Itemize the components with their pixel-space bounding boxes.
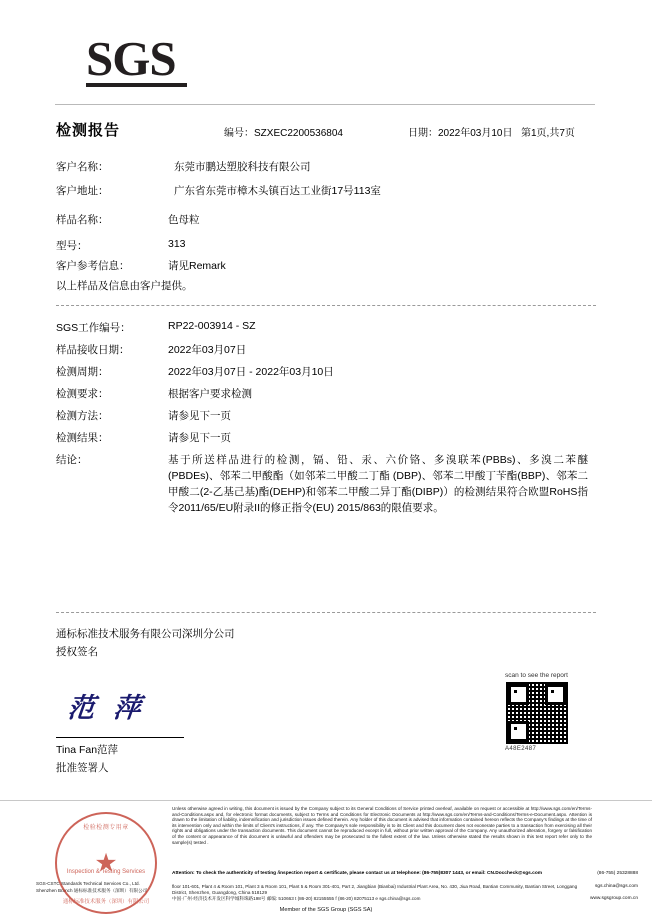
qr-code-text: A48E2487 [505, 746, 537, 752]
field-job-number-value: RP22-003914 - SZ [168, 320, 256, 332]
field-sample-name [56, 212, 596, 227]
stamp-top-text: 检验检测专用章 [83, 825, 129, 831]
qr-code-image[interactable] [505, 681, 569, 745]
field-sample-name-value: 色母粒 [168, 214, 200, 226]
conclusion-label: 结论： [56, 454, 88, 466]
field-receive-date-label: 样品接收日期： [56, 344, 130, 356]
footer-company-name-en: SGS-CSTC Standards Technical Services Co., Ltd. [36, 881, 140, 886]
qr-eye-top-right [545, 684, 566, 705]
field-customer-name [56, 159, 596, 174]
field-test-method-label: 检测方法： [56, 410, 109, 422]
star-icon: ★ [94, 847, 118, 878]
section-divider-top [56, 305, 596, 306]
field-test-requirement-value: 根据客户要求检测 [168, 388, 252, 400]
field-test-period-value: 2022年03月07日 - 2022年03月10日 [168, 366, 334, 378]
field-test-method-value: 请参见下一页 [168, 410, 231, 422]
header-divider [55, 104, 595, 105]
field-customer-name-label: 客户名称： [56, 161, 109, 173]
report-number-value: SZXEC2200536804 [254, 128, 343, 139]
footer-phone: (86-755) 25328888 [597, 871, 638, 876]
footer-check-notice: Attention: To check the authenticity of testing /inspection report & certificate, please contact us at telephone: (86-755)8307 1443, or email: CN.Doccheck@sgs.com [172, 871, 543, 876]
field-test-result-value: 请参见下一页 [168, 432, 231, 444]
field-test-result-label: 检测结果： [56, 432, 109, 444]
field-job-number [56, 320, 596, 335]
field-receive-date [56, 342, 596, 357]
signature-authorized-label: 授权签名 [56, 646, 98, 658]
field-model-label: 型号： [56, 240, 88, 252]
field-test-requirement [56, 386, 596, 401]
field-test-requirement-label: 检测要求： [56, 388, 109, 400]
field-job-number-label: SGS工作编号： [56, 322, 131, 334]
field-sample-name-label: 样品名称： [56, 214, 109, 226]
report-number-label: 编号： [224, 128, 254, 139]
sample-note: 以上样品及信息由客户提供。 [56, 280, 193, 292]
report-date [408, 124, 513, 139]
page-indicator: 第1页,共7页 [521, 128, 575, 139]
report-date-label: 日期： [408, 128, 438, 139]
footer-lab-address: floor 101-601, Plant 4 & Room 101, Plant 3 & Room 101, Plant 5 & Room 301-401, Part 2, Jiangbian (Bianbai) Industrial Plant Area, No. 430, Jiua Road, Bantian Community, Bantian Street, Longgang District, Shenzhen, Guangdong, China 518129 [172, 884, 578, 895]
field-customer-name-value: 东莞市鹏达塑胶科技有限公司 [174, 161, 311, 173]
inspection-stamp [55, 812, 157, 914]
field-test-result [56, 430, 596, 445]
report-number [224, 124, 343, 139]
field-customer-ref [56, 258, 596, 273]
field-test-period-label: 检测周期： [56, 366, 109, 378]
section-divider-bottom [56, 612, 596, 613]
footer-member-text: Member of the SGS Group (SGS SA) [279, 907, 373, 913]
qr-eye-bottom-left [508, 721, 529, 742]
sgs-logo [86, 33, 187, 87]
stamp-mid-text: Inspection & Testing Services [66, 869, 146, 875]
footer-website: www.sgsgroup.com.cn [590, 896, 638, 901]
field-customer-ref-value: 请见Remark [168, 260, 226, 272]
signatory-role: 批准签署人 [56, 762, 109, 774]
field-model-value: 313 [168, 238, 186, 250]
field-receive-date-value: 2022年03月07日 [168, 344, 247, 356]
footer-divider [0, 800, 652, 801]
field-customer-ref-label: 客户参考信息： [56, 260, 130, 272]
handwritten-signature: 范 萍 [66, 693, 149, 723]
signatory-name: Tina Fan范萍 [56, 744, 119, 756]
qr-caption: scan to see the report [505, 672, 568, 679]
footer-company-name-cn: Shenzhen Branch 通标标准技术服务（深圳）有限公司 [36, 888, 148, 893]
field-customer-address-label: 客户地址： [56, 185, 109, 197]
sgs-logo-text: SGS [86, 31, 176, 86]
page-title: 检测报告 [56, 122, 121, 139]
footer-address-cn: 中国·广州·经济技术开发区科学城科珠路198号 邮编: 510663 t (86-20) 82155555 f (86-20) 82075113 e sgs.china@sgs.com [172, 896, 421, 901]
report-date-value: 2022年03月10日 [438, 128, 513, 139]
signature-line [56, 737, 184, 738]
field-model [56, 238, 596, 253]
stamp-bottom-text: 通标标准技术服务（深圳）有限公司 [62, 899, 150, 905]
field-customer-address [56, 183, 596, 198]
conclusion-text: 基于所送样品进行的检测，镉、铅、汞、六价铬、多溴联苯(PBBs)、多溴二苯醚(PBDEs)、邻苯二甲酸酯（如邻苯二甲酸二丁酯 (DBP)、邻苯二甲酸丁苄酯(BBP)、邻苯二甲酸二(2-乙基己基)酯(DEHP)和邻苯二甲酸二异丁酯(DIBP)）的检测结果符合欧盟RoHS指令2011/65/EU附录II的修正指令(EU) 2015/863的限值要求。 [168, 454, 588, 514]
field-test-method [56, 408, 596, 423]
field-customer-address-value: 广东省东莞市樟木头镇百达工业街17号113室 [174, 185, 381, 197]
signature-company: 通标标准技术服务有限公司深圳分公司 [56, 628, 235, 640]
field-test-period [56, 364, 596, 379]
qr-eye-top-left [508, 684, 529, 705]
footer-legal-text: Unless otherwise agreed in writing, this document is issued by the Company subject to its General Conditions of Service printed overleaf, available on request or accessible at http://www.sgs.com/en/Terms-and-Conditions.aspx and, for electronic format documents, subject to Terms and Conditions for Electronic Documents at http://www.sgs.com/en/Terms-and-Conditions/Terms-e-Document.aspx. Attention is drawn to the limitation of liability, indemnification and jurisdiction issues defined therein. Any holder of this document is advised that information contained hereon reflects the Company's findings at the time of its intervention only and within the limits of Client's instructions, if any. The Company's sole responsibility is to its Client and this document does not exonerate parties to a transaction from exercising all their rights and obligations under the transaction documents. This document cannot be reproduced except in full, without prior written approval of the Company. Any unauthorized alteration, forgery or falsification of the content or appearance of this document is unlawful and offenders may be prosecuted to the fullest extent of the law. Unless otherwise stated the results shown in this test report refer only to the sample(s) tested . [172, 806, 592, 845]
footer-email: sgs.china@sgs.com [595, 884, 638, 889]
